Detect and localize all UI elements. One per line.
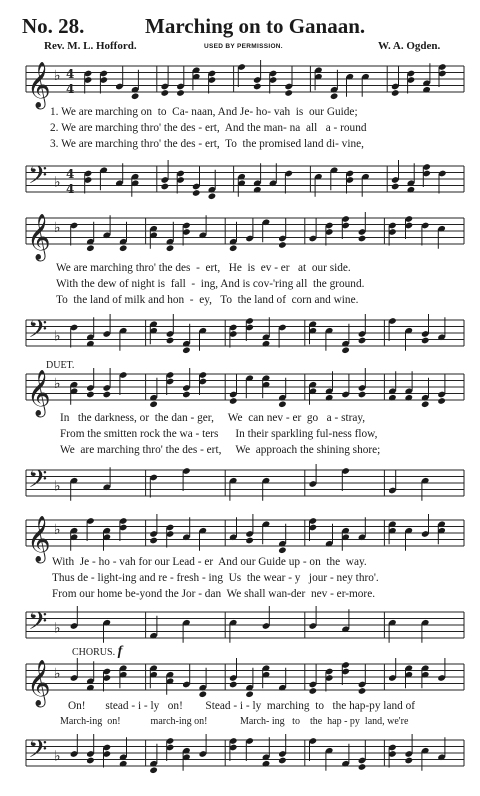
duet-label: DUET. [46,360,75,371]
treble-staff-system-3 [0,362,480,418]
lyric-line-4-2: Thus de - light-ing and re - fresh - ing Us the wear - y jour - ney thro'. [52,572,379,584]
lyric-line-1-3: 3. We are marching thro' the des - ert, To the promised land di- vine, [50,138,364,150]
note-head [86,244,95,252]
note-head [421,337,430,345]
bass-staff-system-5 [0,728,480,784]
lyric-line-2-2: With the dew of night is fall - ing, And is cov-'ring all the ground. [56,278,365,290]
lyric-line-3-2: From the smitten rock the wa - ters In their sparkling ful-ness flow, [60,428,378,440]
note-head [182,391,191,399]
treble-clef-icon: 𝄞 [27,370,51,416]
note-head [229,397,238,405]
flat-sign-icon: ♭ [54,620,61,637]
note-head [229,244,238,252]
note-head [358,763,367,771]
flat-sign-icon: ♭ [54,748,61,765]
note-head [308,687,317,695]
note-head [166,244,175,252]
lyric-line-3-3: We are marching thro' the des - ert, We approach the shining shore; [60,444,381,456]
note-head [160,89,169,97]
note-head [284,89,293,97]
note-head [198,690,207,698]
treble-clef-icon: 𝄞 [27,214,51,260]
note-head [192,189,201,197]
hymn-header [0,0,480,56]
lyric-line-5-1: On! stead - i - ly on! Stead - i - ly marching to the hap-py land of [68,700,415,712]
lyric-line-4-1: With Je - ho - vah for our Lead - er And our Guide up - on the way. [52,556,367,568]
lyric-line-1-1: 1. We are marching on to Ca- naan, And Je- ho- vah is our Guide; [50,106,358,118]
treble-clef-icon: 𝄞 [27,516,51,562]
bass-clef-icon: 𝄢 [28,735,48,770]
note-head [358,687,367,695]
note-head [421,400,430,408]
bass-staff-system-1 [0,154,480,210]
lyric-line-3-1: In the darkness, or the dan - ger, We can nev - er go a - stray, [60,412,366,424]
flat-sign-icon: ♭ [54,68,61,84]
note-head [149,400,158,408]
note-head [404,757,413,765]
permission-note: USED BY PERMISSION. [204,43,283,50]
treble-staff-system-2 [0,206,480,262]
note-head [245,690,254,698]
note-head [149,537,158,545]
note-head [131,92,140,100]
note-head [278,400,287,408]
lyric-line-1-2: 2. We are marching thro' the des - ert, And the man- na all a - round [50,122,367,134]
time-signature-bottom: 4 [66,82,75,96]
time-signature-top: 4 [66,67,75,81]
note-head [208,192,217,200]
note-head [182,346,191,354]
note-head [160,183,169,191]
note-head [341,346,350,354]
flat-sign-icon: ♭ [54,328,61,345]
note-head [391,183,400,191]
note-head [176,89,185,97]
note-head [86,391,95,399]
note-head [437,397,446,405]
note-head [358,337,367,345]
bass-clef-icon: 𝄢 [28,465,48,500]
lyric-line-2-3: To the land of milk and hon - ey, To the land of corn and wine. [56,294,359,306]
bass-clef-icon: 𝄢 [28,315,48,350]
note-head [245,537,254,545]
lyricist-credit: Rev. M. L. Hofford. [44,40,137,52]
flat-sign-icon: ♭ [54,478,61,495]
note-head [102,391,111,399]
time-signature-top: 4 [66,167,75,181]
note-head [358,235,367,243]
forte-dynamic: f [117,644,123,659]
note-head [149,766,158,774]
note-head [166,337,175,345]
flat-sign-icon: ♭ [54,522,61,538]
time-signature-bottom: 4 [66,182,75,196]
note-head [86,757,95,765]
note-head [253,83,262,91]
note-head [358,391,367,399]
bass-clef-icon: 𝄢 [28,161,48,196]
chorus-label-text: CHORUS. [72,647,116,658]
flat-sign-icon: ♭ [54,376,61,392]
treble-clef-icon: 𝄞 [27,62,51,108]
note-head [278,241,287,249]
hymn-title: Marching on to Ganaan. [145,14,366,38]
hymn-number: No. 28. [22,14,85,38]
note-head [119,244,128,252]
flat-sign-icon: ♭ [54,666,61,682]
flat-sign-icon: ♭ [54,220,61,236]
bass-clef-icon: 𝄢 [28,607,48,642]
lyric-line-4-3: From our home be-yond the Jor - dan We shall wan-der nev - er-more. [52,588,376,600]
note-head [330,92,339,100]
bass-staff-system-3 [0,458,480,514]
note-head [391,89,400,97]
note-head [278,757,287,765]
composer-credit: W. A. Ogden. [378,40,441,52]
note-head [229,681,238,689]
bass-staff-system-2 [0,308,480,364]
bass-lyric-line-5-1: March-ing on! march-ing on! March- ing to the hap - py land, we're [60,716,409,727]
flat-sign-icon: ♭ [54,174,61,191]
treble-staff-system-1 [0,54,480,110]
note-head [278,546,287,554]
lyric-line-2-1: We are marching thro' the des - ert, He is ev - er at our side. [56,262,351,274]
treble-clef-icon: 𝄞 [27,660,51,706]
